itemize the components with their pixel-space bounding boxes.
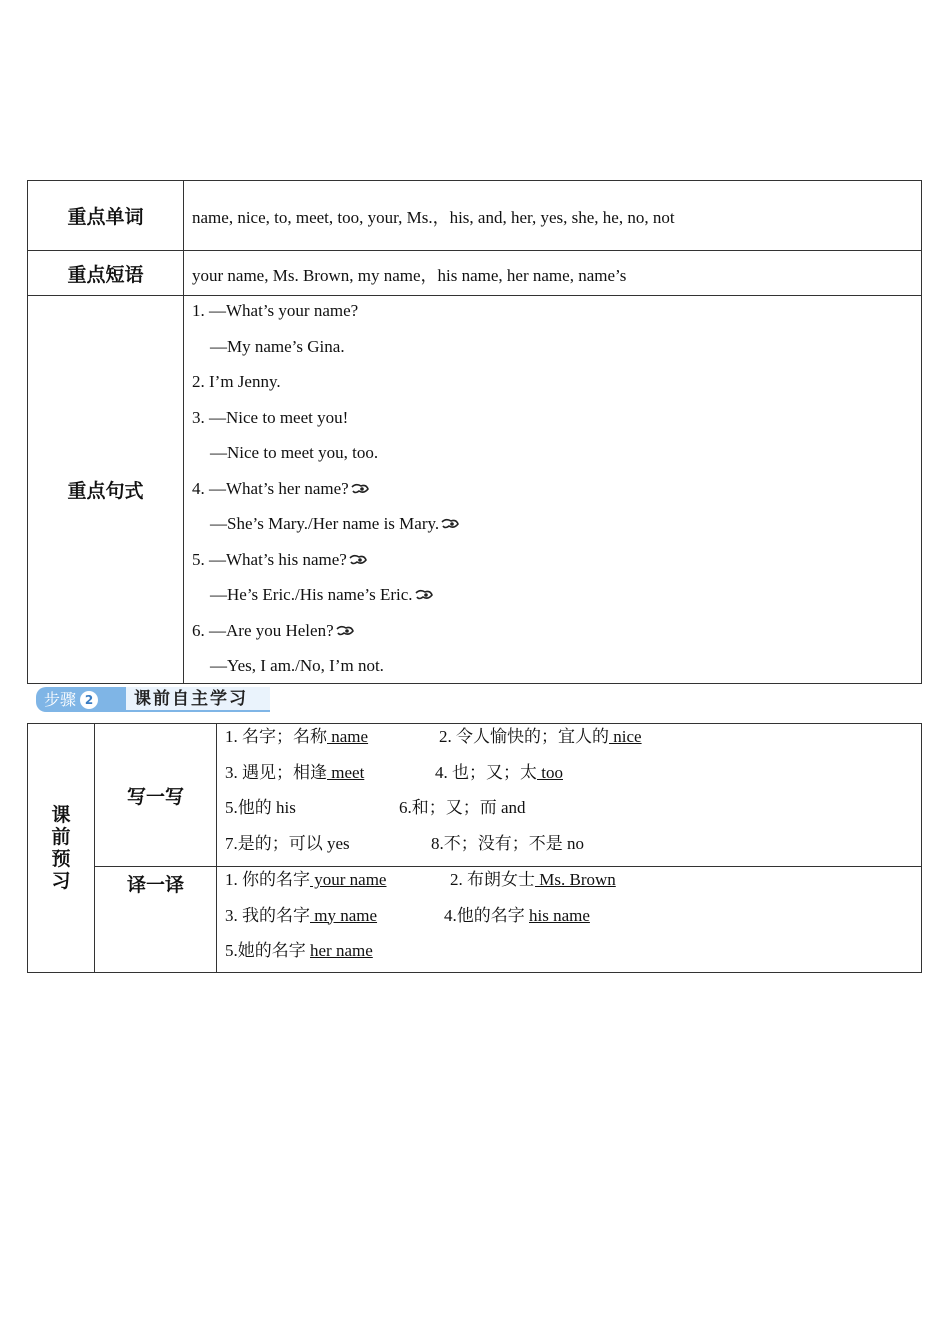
write-label: 写一写: [95, 724, 217, 867]
write-item: 5.他的 his: [225, 798, 296, 817]
step-header: [36, 687, 270, 712]
sentences-label: 重点句式: [28, 296, 184, 684]
audio-mark-icon: [440, 518, 460, 530]
phrases-label: 重点短语: [28, 251, 184, 296]
write-item: 2. 令人愉快的；宜人的 nice: [439, 727, 642, 746]
write-item: 1. 名字；名称 name: [225, 727, 369, 746]
write-item: 6.和；又；而 and: [399, 798, 526, 817]
audio-mark-icon: [335, 625, 355, 637]
translate-item: 4.他的名字 his name: [444, 905, 590, 925]
sentence-line: —Nice to meet you, too.: [210, 443, 379, 462]
audio-mark-icon: [414, 589, 434, 601]
translate-content: [217, 867, 922, 973]
sentence-line: 5. —What’s his name?: [192, 547, 921, 583]
audio-mark-icon: [348, 554, 368, 566]
write-item: 4. 也；又；太 too: [435, 762, 563, 782]
preview-label: 课 前 预 习: [28, 724, 95, 973]
write-content: [217, 724, 922, 867]
translate-label: 译一译: [95, 867, 217, 973]
translate-item: 5.她的名字 her name: [225, 941, 373, 960]
sentences-content: [184, 296, 922, 684]
translate-item: 1. 你的名字 your name: [225, 870, 387, 889]
step-number: 2: [80, 691, 98, 709]
sentence-line: 2. I’m Jenny.: [192, 372, 281, 391]
sentence-line: 1. —What’s your name?: [192, 301, 359, 320]
translate-item: 2. 布朗女士 Ms. Brown: [450, 870, 616, 889]
write-item: 7.是的；可以 yes: [225, 833, 350, 853]
preview-table: [27, 723, 922, 973]
sentence-line: —Yes, I am./No, I’m not.: [210, 656, 384, 675]
words-label: 重点单词: [28, 181, 184, 251]
words-content: name, nice, to, meet, too, your, Ms.，his, and, her, yes, she, he, no, not: [184, 181, 922, 251]
phrases-content: your name, Ms. Brown, my name，his name, her name, name’s: [184, 251, 922, 296]
step-title: 课前自主学习: [126, 687, 270, 712]
sentence-line: 3. —Nice to meet you!: [192, 407, 349, 427]
step-badge: 步骤 2: [36, 687, 126, 712]
audio-mark-icon: [350, 483, 370, 495]
sentence-line: —He’s Eric./His name’s Eric.: [192, 582, 921, 618]
sentence-line: —She’s Mary./Her name is Mary.: [192, 511, 921, 547]
write-item: 8.不；没有；不是 no: [431, 833, 584, 853]
sentence-line: 6. —Are you Helen?: [192, 618, 921, 654]
write-item: 3. 遇见；相逢 meet: [225, 762, 365, 782]
focus-table: [27, 180, 922, 684]
translate-item: 3. 我的名字 my name: [225, 905, 378, 925]
sentence-line: 4. —What’s her name?: [192, 476, 921, 512]
sentence-line: —My name’s Gina.: [210, 336, 345, 356]
